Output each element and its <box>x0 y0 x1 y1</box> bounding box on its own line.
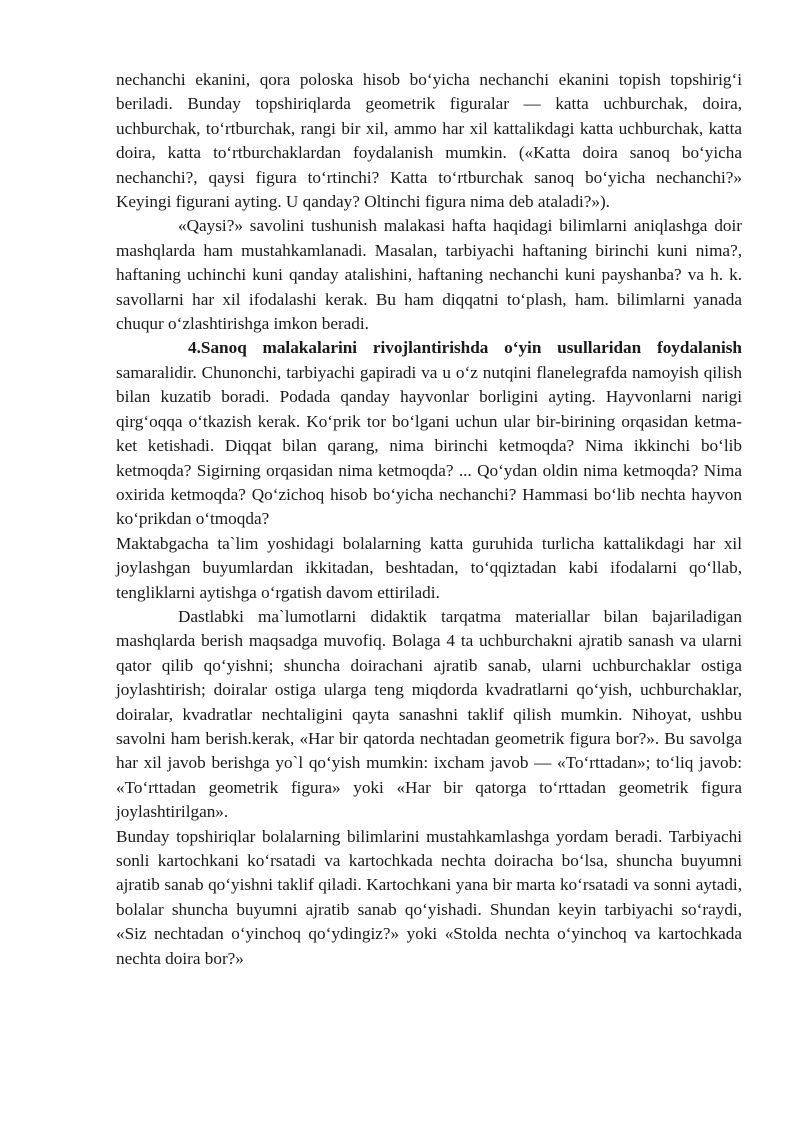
section-heading: 4.Sanoq malakalarini rivojlantirishda o‘yin usullaridan foydalanish <box>188 338 742 358</box>
paragraph-game-methods-text: samaralidir. Chunonchi, tarbiyachi gapiradi va u o‘z nutqini flanelegrafda namoyish qilish bilan kuzatib boradi. Podada qanday hayvonlar borligini ayting. Hayvonlarni narigi qirg‘oqqa o‘tkazish kerak. Ko‘prik tor bo‘lgani uchun ular bir-birining orqasidan ketma-ket ketishadi. Diqqat bilan qarang, nima birinchi ketmoqda? Nima ikkinchi bo‘lib ketmoqda? Sigirning orqasidan nima ketmoqda? ... Qo‘ydan oldin nima ketmoqda? Nima oxirida ketmoqda? Qo‘zichoq hisob bo‘yicha nechanchi? Hammasi bo‘lib nechta hayvon ko‘prikdan o‘tmoqda? <box>116 362 742 529</box>
paragraph-number-cards: Bunday topshiriqlar bolalarning bilimlarini mustahkamlashga yordam beradi. Tarbiyachi sonli kartochkani ko‘rsatadi va kartochkada nechta doiracha bo‘lsa, shuncha buyumni ajratib sanab qo‘yishni taklif qiladi. Kartochkani yana bir marta ko‘rsatadi va sonni aytadi, bolalar shuncha buyumni ajratib sanab qo‘yishadi. Shundan keyin tarbiyachi so‘raydi, «Siz nechtadan o‘yinchoq qo‘ydingiz?» yoki «Stolda nechta o‘yinchoq va kartochkada nechta doira bor?» <box>116 826 742 968</box>
paragraph-didactic-materials: Dastlabki ma`lumotlarni didaktik tarqatma materiallar bilan bajariladigan mashqlarda berish maqsadga muvofiq. Bolaga 4 ta uchburchakni ajratib sanash va ularni qator qilib qo‘yishni; shuncha doirachani ajratib sanab, ularni uchburchaklar ostiga joylashtirish; doiralar ostiga ularga teng miqdorda kvadratlarni qo‘yish, uchburchaklar, doiralar, kvadratlar nechtaligini qayta sanashni taklif qilish mumkin. Nihoyat, ushbu savolni ham berish.kerak, «Har bir qatorda nechtadan geometrik figura bor?». Bu savolga har xil javob berishga yo`l qo‘yish mumkin: ixcham javob — «To‘rttadan»; to‘liq javob: «To‘rttadan geometrik figura» yoki «Har bir qatorga to‘rttadan geometrik figura joylashtirilgan». <box>116 606 742 822</box>
paragraph-game-methods <box>116 336 742 531</box>
document-page <box>116 68 742 971</box>
paragraph-qaysi-question: «Qaysi?» savolini tushunish malakasi hafta haqidagi bilimlarni aniqlashga doir mashqlarda ham mustahkamlanadi. Masalan, tarbiyachi haftaning birinchi kuni nima?, haftaning uchinchi kuni qanday atalishini, haftaning nechanchi kuni payshanba? va h. k. savollarni har xil ifodalashi kerak. Bu ham diqqatni to‘plash, ham. bilimlarni yanada chuqur o‘zlashtirishga imkon beradi. <box>116 216 742 334</box>
paragraph-continuation: nechanchi ekanini, qora poloska hisob bo‘yicha nechanchi ekanini topish topshirig‘i beriladi. Bunday topshiriqlarda geometrik figuralar — katta uchburchak, doira, uchburchak, to‘rtburchak, rangi bir xil, ammo har xil kattalikdagi katta uchburchak, katta doira, katta to‘rtburchaklardan foydalanish mumkin. («Katta doira sanoq bo‘yicha nechanchi?, qaysi figura to‘rtinchi? Katta to‘rtburchak sanoq bo‘yicha nechanchi?» Keyingi figurani ayting. U qanday? Oltinchi figura nima deb ataladi?»). <box>116 70 742 212</box>
paragraph-older-group: Maktabgacha ta`lim yoshidagi bolalarning katta guruhida turlicha kattalikdagi har xil joylashgan buyumlardan ikkitadan, beshtadan, to‘qqiztadan kabi ifodalarni qo‘llab, tengliklarni aytishga o‘rgatish davom ettiriladi. <box>116 533 742 602</box>
